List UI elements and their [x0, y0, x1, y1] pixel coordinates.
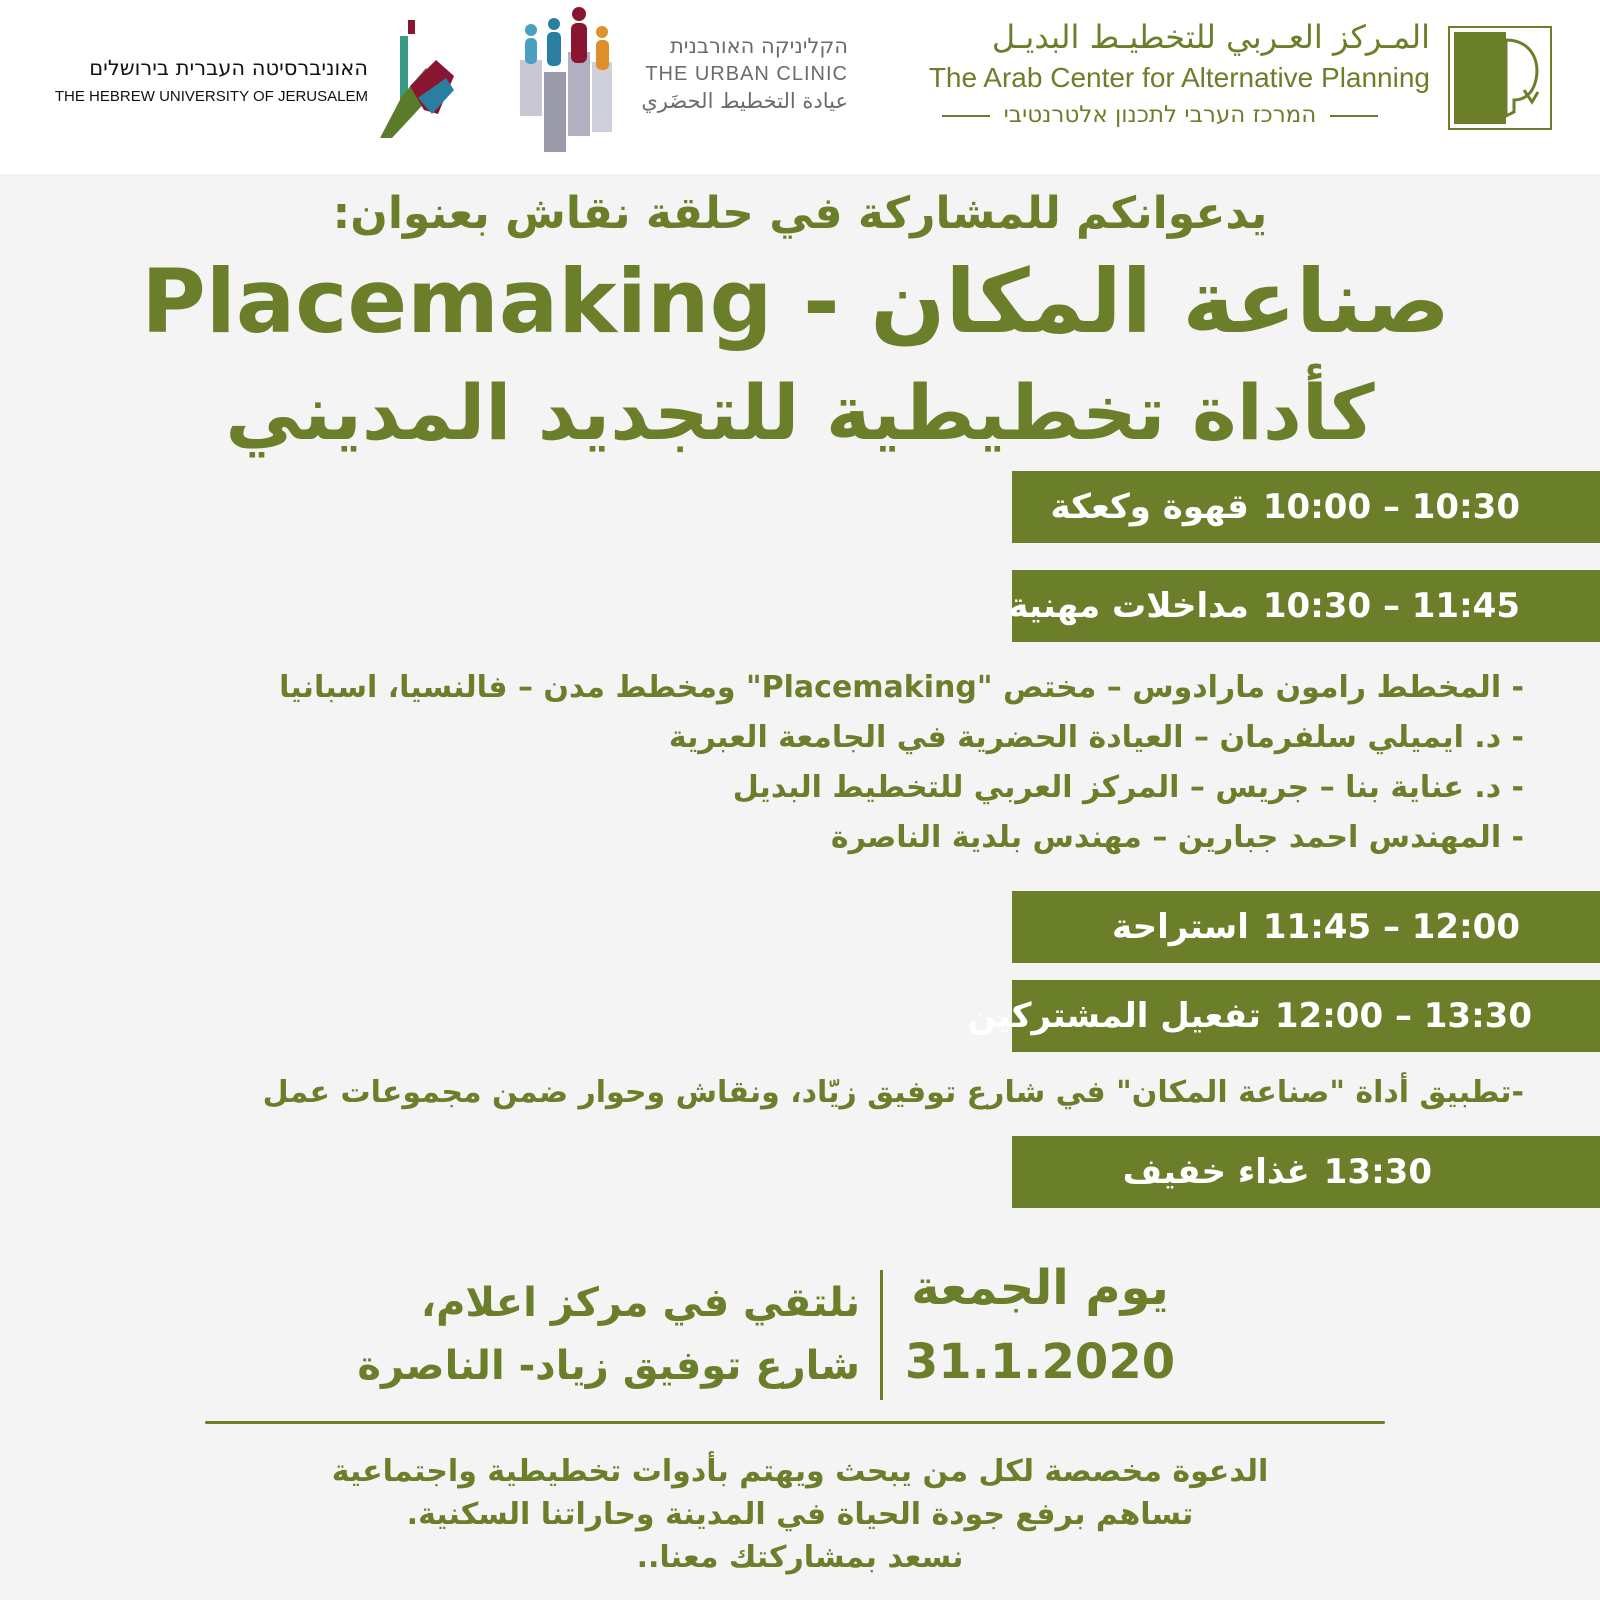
- schedule-activation: [967, 980, 1600, 1052]
- event-date: 31.1.2020: [904, 1334, 1176, 1390]
- schedule-time: 11:45 – 12:00: [1262, 907, 1520, 947]
- sub-title: كأداة تخطيطية للتجديد المديني: [225, 368, 1375, 457]
- urban-clinic-hebrew-name: הקליניקה האורבנית: [669, 34, 848, 58]
- arab-center-logo-icon: [1448, 26, 1552, 130]
- urban-clinic-arabic-name: عيادة التخطيط الحضَري: [641, 89, 848, 113]
- note-line: الدعوة مخصصة لكل من يبحث ويهتم بأدوات تخطيطية واجتماعية: [331, 1454, 1269, 1489]
- schedule-time: 13:30: [1323, 1152, 1432, 1192]
- note-line: نسعد بمشاركتك معنا..: [636, 1540, 964, 1575]
- arab-center-english-name: The Arab Center for Alternative Planning: [928, 62, 1430, 93]
- activity-item: -تطبيق أداة "صناعة المكان" في شارع توفيق زيّاد، ونقاش وحوار ضمن مجموعات عمل: [262, 1075, 1524, 1110]
- speaker-item: - د. عناية بنا – جريس – المركز العربي للتخطيط البديل: [732, 770, 1524, 805]
- meeting-place-line2: شارع توفيق زياد- الناصرة: [357, 1343, 860, 1389]
- main-title: صناعة المكان - Placemaking: [141, 250, 1450, 353]
- event-day: يوم الجمعة: [911, 1260, 1169, 1316]
- huj-logo-icon: [380, 2, 466, 142]
- arab-center-hebrew-name: המרכז הערבי לתכנון אלטרנטיבי: [890, 102, 1430, 128]
- note-line: تساهم برفع جودة الحياة في المدينة وحاراتنا السكنية.: [406, 1497, 1194, 1532]
- invite-line: يدعوانكم للمشاركة في حلقة نقاش بعنوان:: [332, 188, 1268, 239]
- huj-hebrew-name: האוניברסיטה העברית בירושלים: [89, 56, 368, 80]
- urban-clinic-english-name: THE URBAN CLINIC: [645, 63, 848, 85]
- speaker-item: - المهندس احمد جبارين – مهندس بلدية الناصرة: [830, 820, 1524, 855]
- schedule-time: 10:00 – 10:30: [1262, 487, 1520, 527]
- horizontal-divider: [205, 1421, 1385, 1424]
- schedule-label: تفعيل المشتركين: [967, 996, 1261, 1036]
- schedule-time: 10:30 – 11:45: [1262, 586, 1520, 626]
- schedule-break: [1012, 891, 1600, 963]
- schedule-label: قهوة وكعكة: [1050, 487, 1249, 527]
- schedule-talks: [1008, 570, 1600, 642]
- urban-clinic-logo-icon: [520, 4, 620, 154]
- footer-divider: [880, 1270, 883, 1400]
- schedule-label: استراحة: [1111, 907, 1249, 947]
- schedule-coffee: [1012, 471, 1600, 543]
- speaker-item: - د. ايميلي سلفرمان – العيادة الحضرية في الجامعة العبرية: [668, 720, 1524, 755]
- schedule-label: مداخلات مهنية: [1008, 586, 1249, 626]
- schedule-time: 12:00 – 13:30: [1274, 996, 1532, 1036]
- speaker-item: - المخطط رامون مارادوس – مختص "Placemaking" ومخطط مدن – فالنسيا، اسبانيا: [279, 670, 1524, 705]
- header-bar: [0, 0, 1600, 174]
- schedule-lunch: [1012, 1136, 1600, 1208]
- schedule-label: غذاء خفيف: [1122, 1152, 1310, 1192]
- huj-english-name: THE HEBREW UNIVERSITY OF JERUSALEM: [54, 88, 368, 105]
- meeting-place-line1: نلتقي في مركز اعلام،: [420, 1280, 860, 1326]
- arab-center-arabic-name: المـركز العـربي للتخطيـط البديـل: [991, 18, 1430, 56]
